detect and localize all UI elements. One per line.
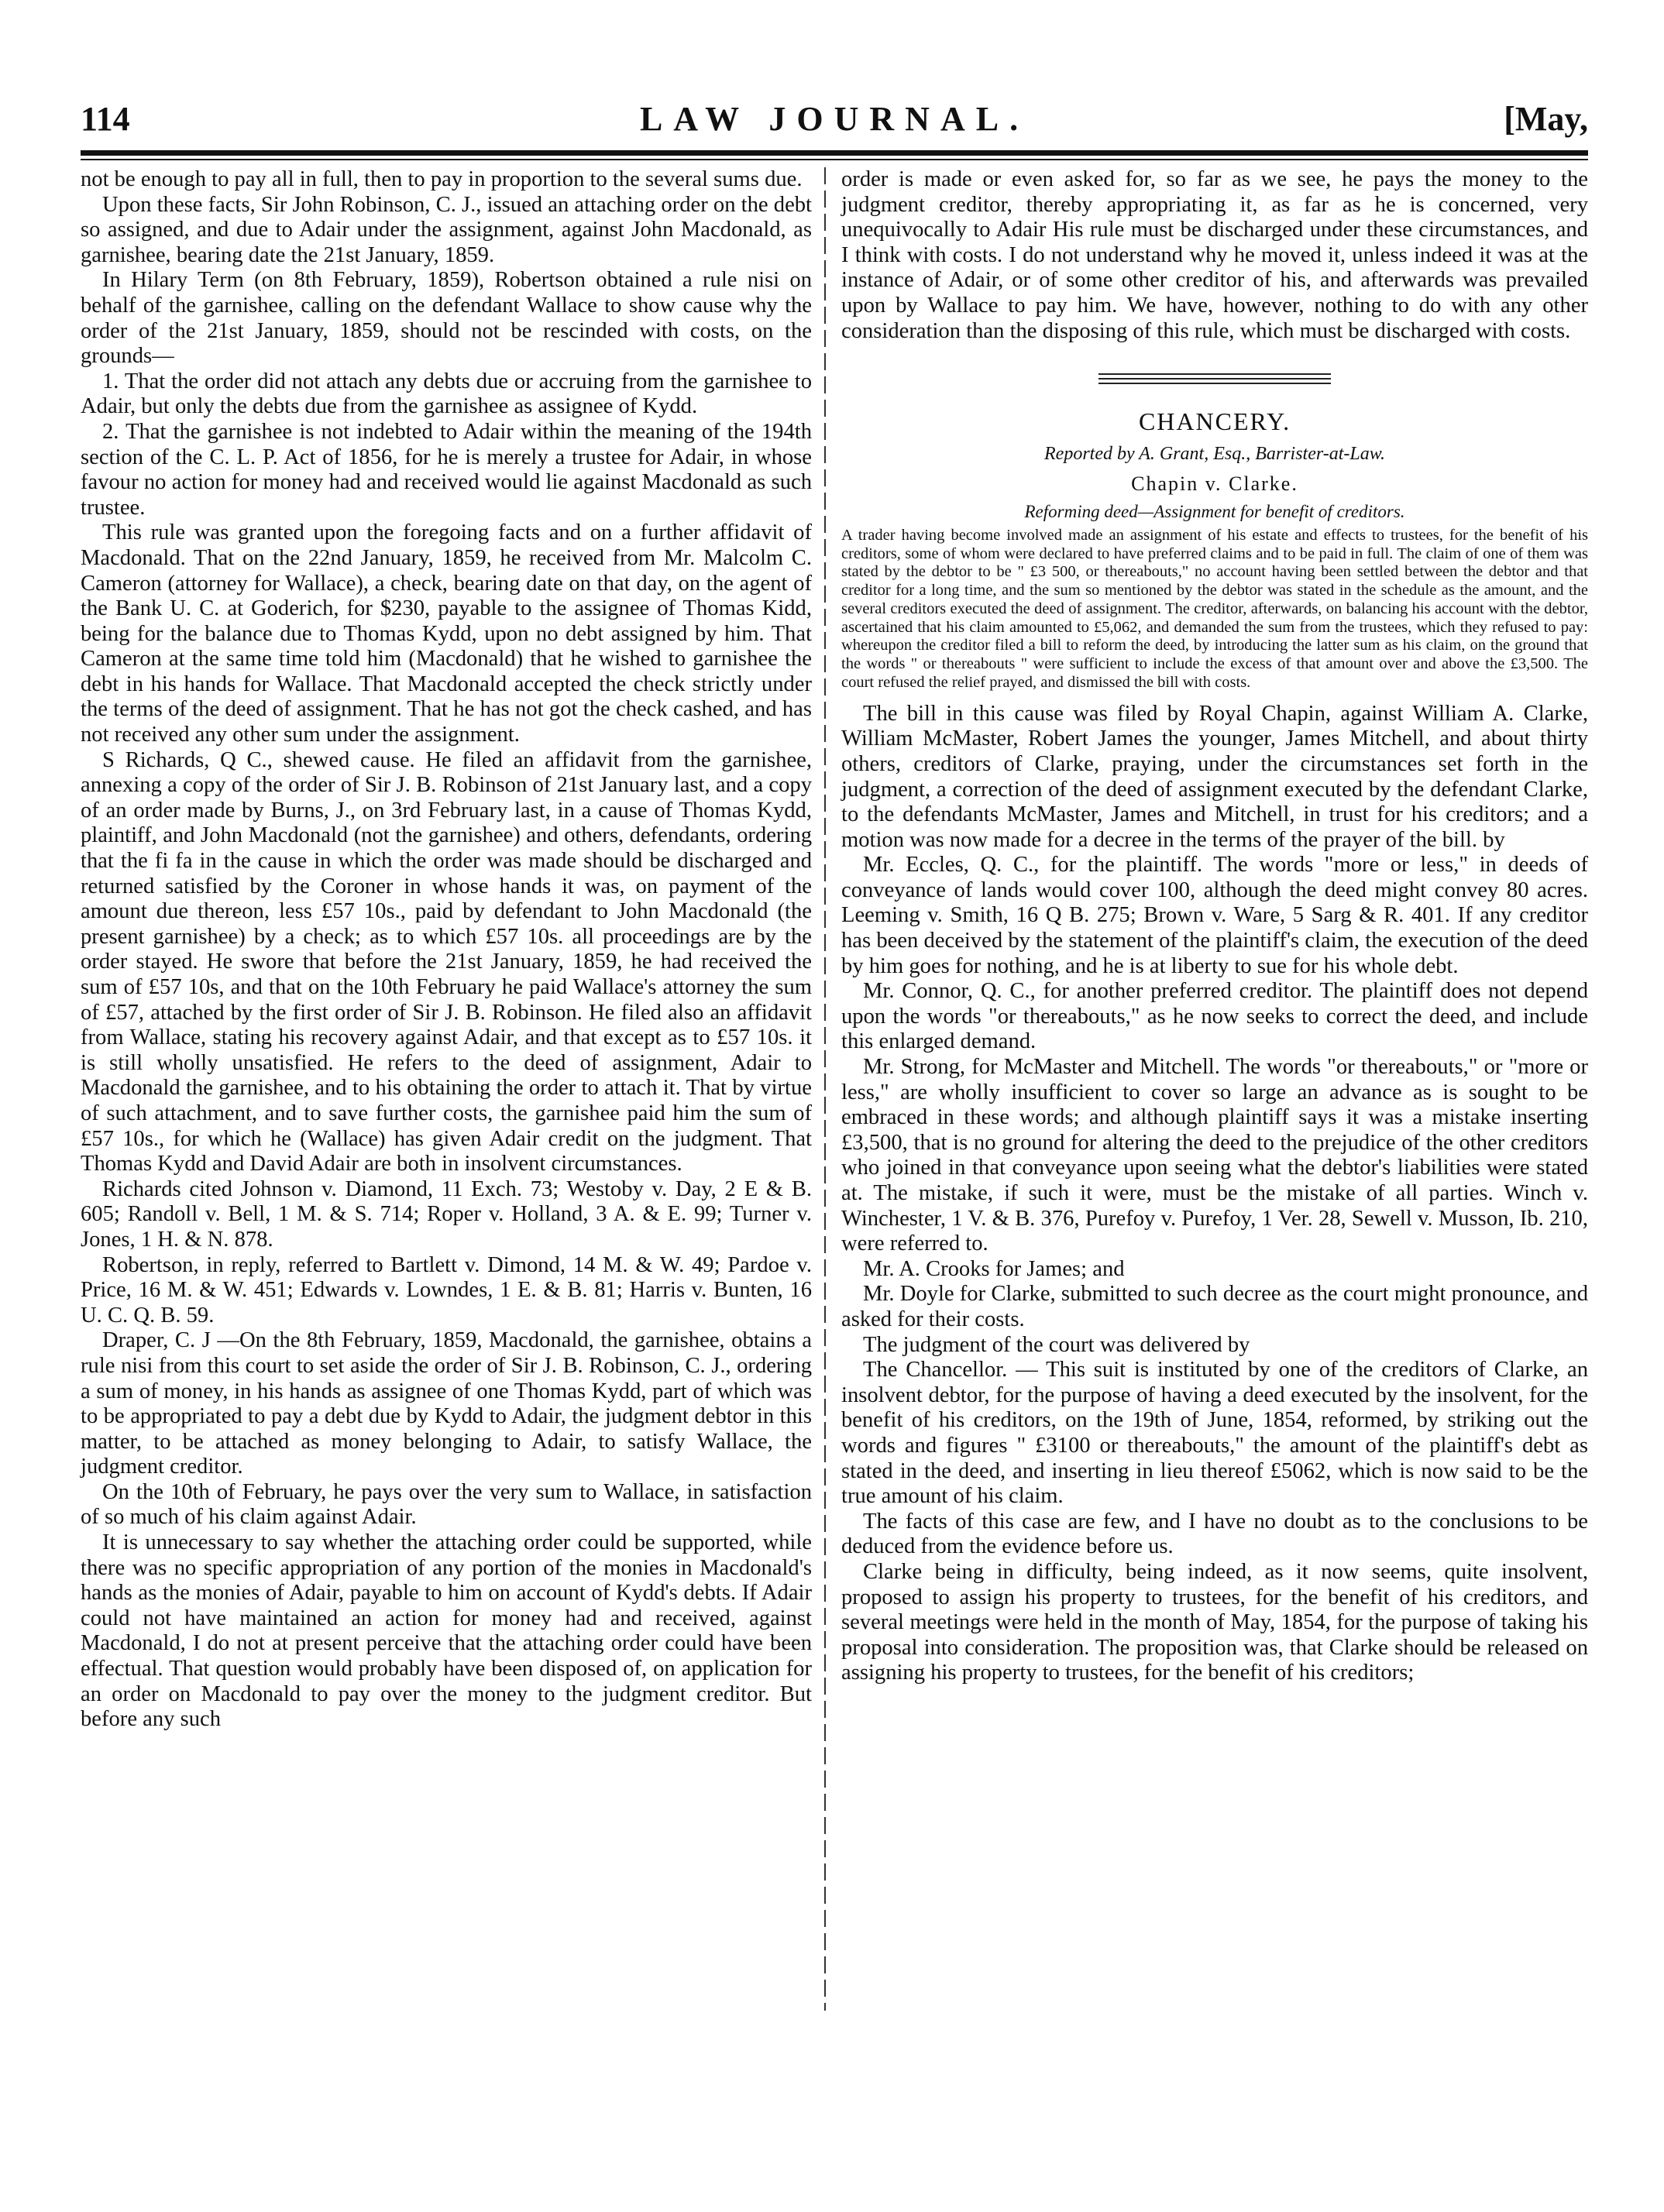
section-separator: [1098, 373, 1331, 384]
column-divider: [824, 167, 826, 2011]
paragraph: Robertson, in reply, referred to Bartlett v. Dimond, 14 M. & W. 49; Pardoe v. Price, 16 M. & W. 451; Edwards v. Lowndes, 1 E. & B. 81; Harris v. Bunten, 16 U. C. Q. B. 59.: [81, 1252, 812, 1328]
paragraph: The facts of this case are few, and I have no doubt as to the conclusions to be deduced from the evidence before us.: [841, 1509, 1588, 1559]
header-rule-thin: [81, 159, 1588, 160]
paragraph: S Richards, Q C., shewed cause. He filed an affidavit from the garnishee, annexing a copy of the order of Sir J. B. Robinson of 21st January last, and a copy of an order made by Burns, J., on 3rd February last, in a cause of Thomas Kydd, plaintiff, and John Macdonald (not the garnishee) and others, defendants, ordering that the fi fa in the cause in which the order was made should be discharged and returned satisfied by the Coroner in whose hands it was, on payment of the amount due thereon, less £57 10s., paid by defendant to John Macdonald (the present garnishee) by a check; as to which £57 10s. all proceedings are by the order stayed. He swore that before the 21st January, 1859, he had received the sum of £57 10s, and that on the 10th February he paid Wallace's attorney the sum of £57, attached by the first order of Sir J. B. Robinson. He filed also an affidavit from Wallace, stating his recovery against Adair, and that except as to £57 10s. it is still wholly unsatisfied. He refers to the deed of assignment, Adair to Macdonald the garnishee, and to his obtaining the order to attach it. That by virtue of such attachment, and to save further costs, the garnishee paid him the sum of £57 10s., for which he (Wallace) has given Adair credit on the judgment. That Thomas Kydd and David Adair are both in insolvent circumstances.: [81, 747, 812, 1176]
page-number: 114: [81, 100, 130, 138]
paragraph: On the 10th of February, he pays over the very sum to Wallace, in satisfaction of so much of his claim against Adair.: [81, 1479, 812, 1530]
month-label: [May,: [1504, 100, 1588, 138]
right-column: [841, 167, 1588, 1686]
paragraph: 1. That the order did not attach any debts due or accruing from the garnishee to Adair, but only the debts due from the garnishee as assignee of Kydd.: [81, 369, 812, 419]
paragraph: Mr. A. Crooks for James; and: [863, 1256, 1125, 1281]
case-subtitle: Reforming deed—Assignment for benefit of creditors.: [1024, 501, 1405, 521]
journal-title: LAW JOURNAL.: [639, 100, 1030, 138]
paragraph: not be enough to pay all in full, then to pay in proportion to the several sums due.: [81, 167, 803, 191]
left-column: [81, 167, 812, 1733]
running-header: [81, 99, 1588, 146]
paragraph: 2. That the garnishee is not indebted to Adair within the meaning of the 194th section of the C. L. P. Act of 1856, for he is merely a trustee for Adair, in whose favour no action for money had and received would lie against Macdonald as such trustee.: [81, 419, 812, 520]
section-title: CHANCERY.: [1138, 407, 1291, 436]
paragraph: order is made or even asked for, so far as we see, he pays the money to the judgment creditor, thereby appropriating it, as far as he is concerned, very unequivocally to Adair His rule must be discharged under these circumstances, and I think with costs. I do not understand why he moved it, unless indeed it was at the instance of Adair, or of some other creditor of his, and afterwards was prevailed upon by Wallace to pay him. We have, however, nothing to do with any other consideration than the disposing of this rule, which must be discharged with costs.: [841, 167, 1588, 343]
paragraph: Mr. Strong, for McMaster and Mitchell. The words "or thereabouts," or "more or less," are wholly insufficient to cover so large an advance as is sought to be embraced in these words; and although plaintiff says it was a mistake inserting £3,500, that is no ground for altering the deed to the prejudice of the other creditors who joined in that conveyance upon seeing what the debtor's liabilities were stated at. The mistake, if such it were, must be the mistake of all parties. Winch v. Winchester, 1 V. & B. 376, Purefoy v. Purefoy, 1 Ver. 28, Sewell v. Musson, Ib. 210, were referred to.: [841, 1055, 1588, 1256]
paragraph: The bill in this cause was filed by Royal Chapin, against William A. Clarke, William McMaster, Robert James the younger, James Mitchell, and about thirty others, creditors of Clarke, praying, under the circumstances set forth in the judgment, a correction of the deed of assignment executed by the defendant Clarke, to the defendants McMaster, James and Mitchell, in trust for his creditors; and a motion was now made for a decree in the terms of the prayer of the bill. by: [841, 701, 1588, 852]
paragraph: Upon these facts, Sir John Robinson, C. J., issued an attaching order on the debt so assigned, and due to Adair under the assignment, against John Macdonald, as garnishee, bearing date the 21st January, 1859.: [81, 192, 812, 267]
paragraph: It is unnecessary to say whether the attaching order could be supported, while there was no specific appropriation of any portion of the monies in Macdonald's hands as the monies of Adair, payable to him on account of Kydd's debts. If Adair could not have maintained an action for money had and received, against Macdonald, I do not at present perceive that the attaching order could have been effectual. That question would probably have been disposed of, on application for an order on Macdonald to pay over the money to the judgment creditor. But before any such: [81, 1530, 812, 1732]
paragraph: Draper, C. J —On the 8th February, 1859, Macdonald, the garnishee, obtains a rule nisi from this court to set aside the order of Sir J. B. Robinson, C. J., ordering a sum of money, in his hands as assignee of one Thomas Kydd, part of which was to be appropriated to pay a debt due by Kydd to Adair, the judgment debtor in this matter, to be attached as money belonging to Adair, to satisfy Wallace, the judgment creditor.: [81, 1328, 812, 1479]
paragraph: Richards cited Johnson v. Diamond, 11 Exch. 73; Westoby v. Day, 2 E & B. 605; Randoll v. Bell, 1 M. & S. 714; Roper v. Holland, 3 A. & E. 99; Turner v. Jones, 1 H. & N. 878.: [81, 1176, 812, 1252]
case-name: Chapin v. Clarke.: [1131, 472, 1298, 495]
paragraph: This rule was granted upon the foregoing facts and on a further affidavit of Macdonald. That on the 22nd January, 1859, he received from Mr. Malcolm C. Cameron (attorney for Wallace), a check, bearing date on that day, on the agent of the Bank U. C. at Goderich, for $230, payable to the assignee of Thomas Kidd, being for the balance due to Thomas Kydd, upon no debt assigned by him. That Cameron at the same time told him (Macdonald) that he wished to garnishee the debt in his hands for Wallace. That Macdonald accepted the check strictly under the terms of the deed of assignment. That he has not got the check cashed, and has not received any other sum under the assignment.: [81, 520, 812, 747]
paragraph: Mr. Doyle for Clarke, submitted to such decree as the court might pronounce, and asked for their costs.: [841, 1282, 1588, 1331]
paragraph: The judgment of the court was delivered by: [863, 1332, 1250, 1357]
headnote: A trader having become involved made an assignment of his estate and effects to trustees, for the benefit of his creditors, some of whom were declared to have preferred claims and to be paid in full. The claim of one of them was stated by the debtor to be " £3 500, or thereabouts," no account having been settled between the debtor and that creditor for a long time, and the sum so mentioned by the debtor was stated in the schedule as the amount, and the several creditors executed the deed of assignment. The creditor, afterwards, on balancing his account with the debtor, ascertained that his claim amounted to £5,062, and demanded the sum from the trustees, which they refused to pay: whereupon the creditor filed a bill to reform the deed, by introducing the latter sum as his claim, on the ground that the words " or thereabouts " were sufficient to include the excess of that amount over and above the £3,500. The court refused the relief prayed, and dismissed the bill with costs.: [841, 526, 1588, 691]
header-rule-thick: [81, 150, 1588, 156]
paragraph: Mr. Connor, Q. C., for another preferred creditor. The plaintiff does not depend upon the words "or thereabouts," as he now seeks to correct the deed, and include this enlarged demand.: [841, 979, 1588, 1054]
paragraph: In Hilary Term (on 8th February, 1859), Robertson obtained a rule nisi on behalf of the garnishee, calling on the defendant Wallace to show cause why the order of the 21st January, 1859, should not be rescinded with costs, on the grounds—: [81, 268, 812, 369]
reporter-line: Reported by A. Grant, Esq., Barrister-at-Law.: [1044, 443, 1385, 464]
paragraph: Mr. Eccles, Q. C., for the plaintiff. The words "more or less," in deeds of conveyance of lands would cover 100, although the deed might convey 80 acres. Leeming v. Smith, 16 Q B. 275; Brown v. Ware, 5 Sarg & R. 401. If any creditor has been deceived by the statement of the plaintiff's claim, the execution of the deed by him goes for nothing, and he is at liberty to sue for his whole debt.: [841, 853, 1588, 978]
paragraph: The Chancellor. — This suit is instituted by one of the creditors of Clarke, an insolvent debtor, for the purpose of having a deed executed by the insolvent, for the benefit of his creditors, on the 19th of June, 1854, reformed, by striking out the words and figures " £3100 or thereabouts," the amount of the plaintiff's debt as stated in the deed, and inserting in lieu thereof £5062, which is now said to be the true amount of his claim.: [841, 1358, 1588, 1509]
paragraph: Clarke being in difficulty, being indeed, as it now seems, quite insolvent, proposed to assign his property to trustees, for the benefit of his creditors, and several meetings were held in the month of May, 1854, for the purpose of taking his proposal into consideration. The proposition was, that Clarke should be released on assigning his property to trustees, for the benefit of his creditors;: [841, 1559, 1588, 1685]
